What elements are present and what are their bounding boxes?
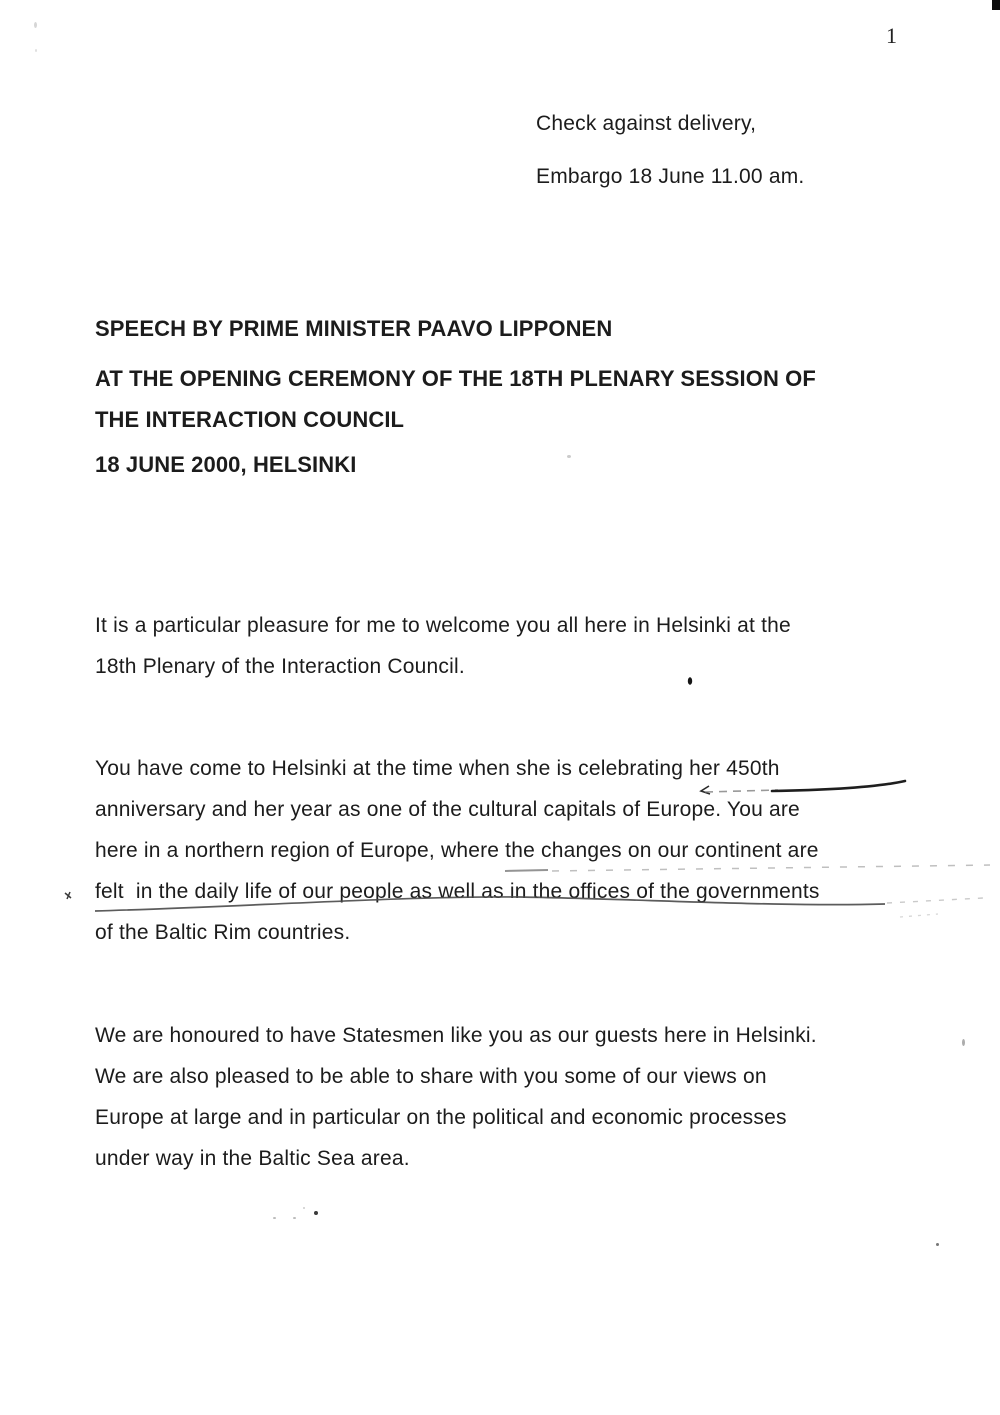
paragraph-1 bbox=[95, 605, 791, 687]
text-line: under way in the Baltic Sea area. bbox=[95, 1147, 410, 1170]
text-line: We are honoured to have Statesmen like you as our guests here in Helsinki. bbox=[95, 1024, 817, 1047]
embargo-line: Embargo 18 June 11.00 am. bbox=[536, 165, 805, 188]
page-number: 1 bbox=[886, 23, 897, 48]
scan-speck bbox=[293, 1217, 296, 1219]
scan-speck bbox=[35, 49, 37, 52]
title-line: THE INTERACTION COUNCIL bbox=[95, 407, 405, 432]
text-line: 18th Plenary of the Interaction Council. bbox=[95, 655, 465, 678]
scan-speck bbox=[567, 455, 571, 458]
title-line: SPEECH BY PRIME MINISTER PAAVO LIPPONEN bbox=[95, 316, 613, 341]
delivery-note-block bbox=[536, 103, 804, 197]
title-line: 18 JUNE 2000, HELSINKI bbox=[95, 452, 357, 477]
text-line: here in a northern region of Europe, where the changes on our continent are bbox=[95, 839, 819, 862]
scan-speck bbox=[273, 1217, 276, 1219]
paragraph-2 bbox=[95, 748, 820, 953]
speech-title-heading bbox=[95, 308, 612, 349]
margin-tick-mark bbox=[65, 892, 71, 899]
scan-speck bbox=[936, 1243, 939, 1246]
text-line: anniversary and her year as one of the cultural capitals of Europe. You are bbox=[95, 798, 800, 821]
text-line: It is a particular pleasure for me to welcome you all here in Helsinki at the bbox=[95, 614, 791, 637]
text-line: Europe at large and in particular on the political and economic processes bbox=[95, 1106, 787, 1129]
scan-speck bbox=[34, 22, 37, 28]
title-line: AT THE OPENING CEREMONY OF THE 18TH PLENARY SESSION OF bbox=[95, 366, 816, 391]
scan-speck bbox=[303, 1207, 305, 1209]
paragraph-3 bbox=[95, 1015, 817, 1179]
scan-speck bbox=[962, 1039, 965, 1046]
text-line: felt in the daily life of our people as well as in the offices of the governments bbox=[95, 880, 820, 903]
text-line: You have come to Helsinki at the time when she is celebrating her 450th bbox=[95, 757, 780, 780]
stray-pen-marks bbox=[900, 914, 938, 917]
ceremony-subtitle-heading bbox=[95, 358, 816, 440]
check-against-delivery-line: Check against delivery, bbox=[536, 112, 757, 135]
date-place-heading bbox=[95, 444, 356, 485]
text-line: We are also pleased to be able to share with you some of our views on bbox=[95, 1065, 767, 1088]
wavy-underline-faint-tail bbox=[887, 898, 983, 903]
scanner-corner-artifact-icon bbox=[992, 0, 1000, 10]
text-line: of the Baltic Rim countries. bbox=[95, 921, 351, 944]
scan-speck bbox=[314, 1211, 318, 1215]
